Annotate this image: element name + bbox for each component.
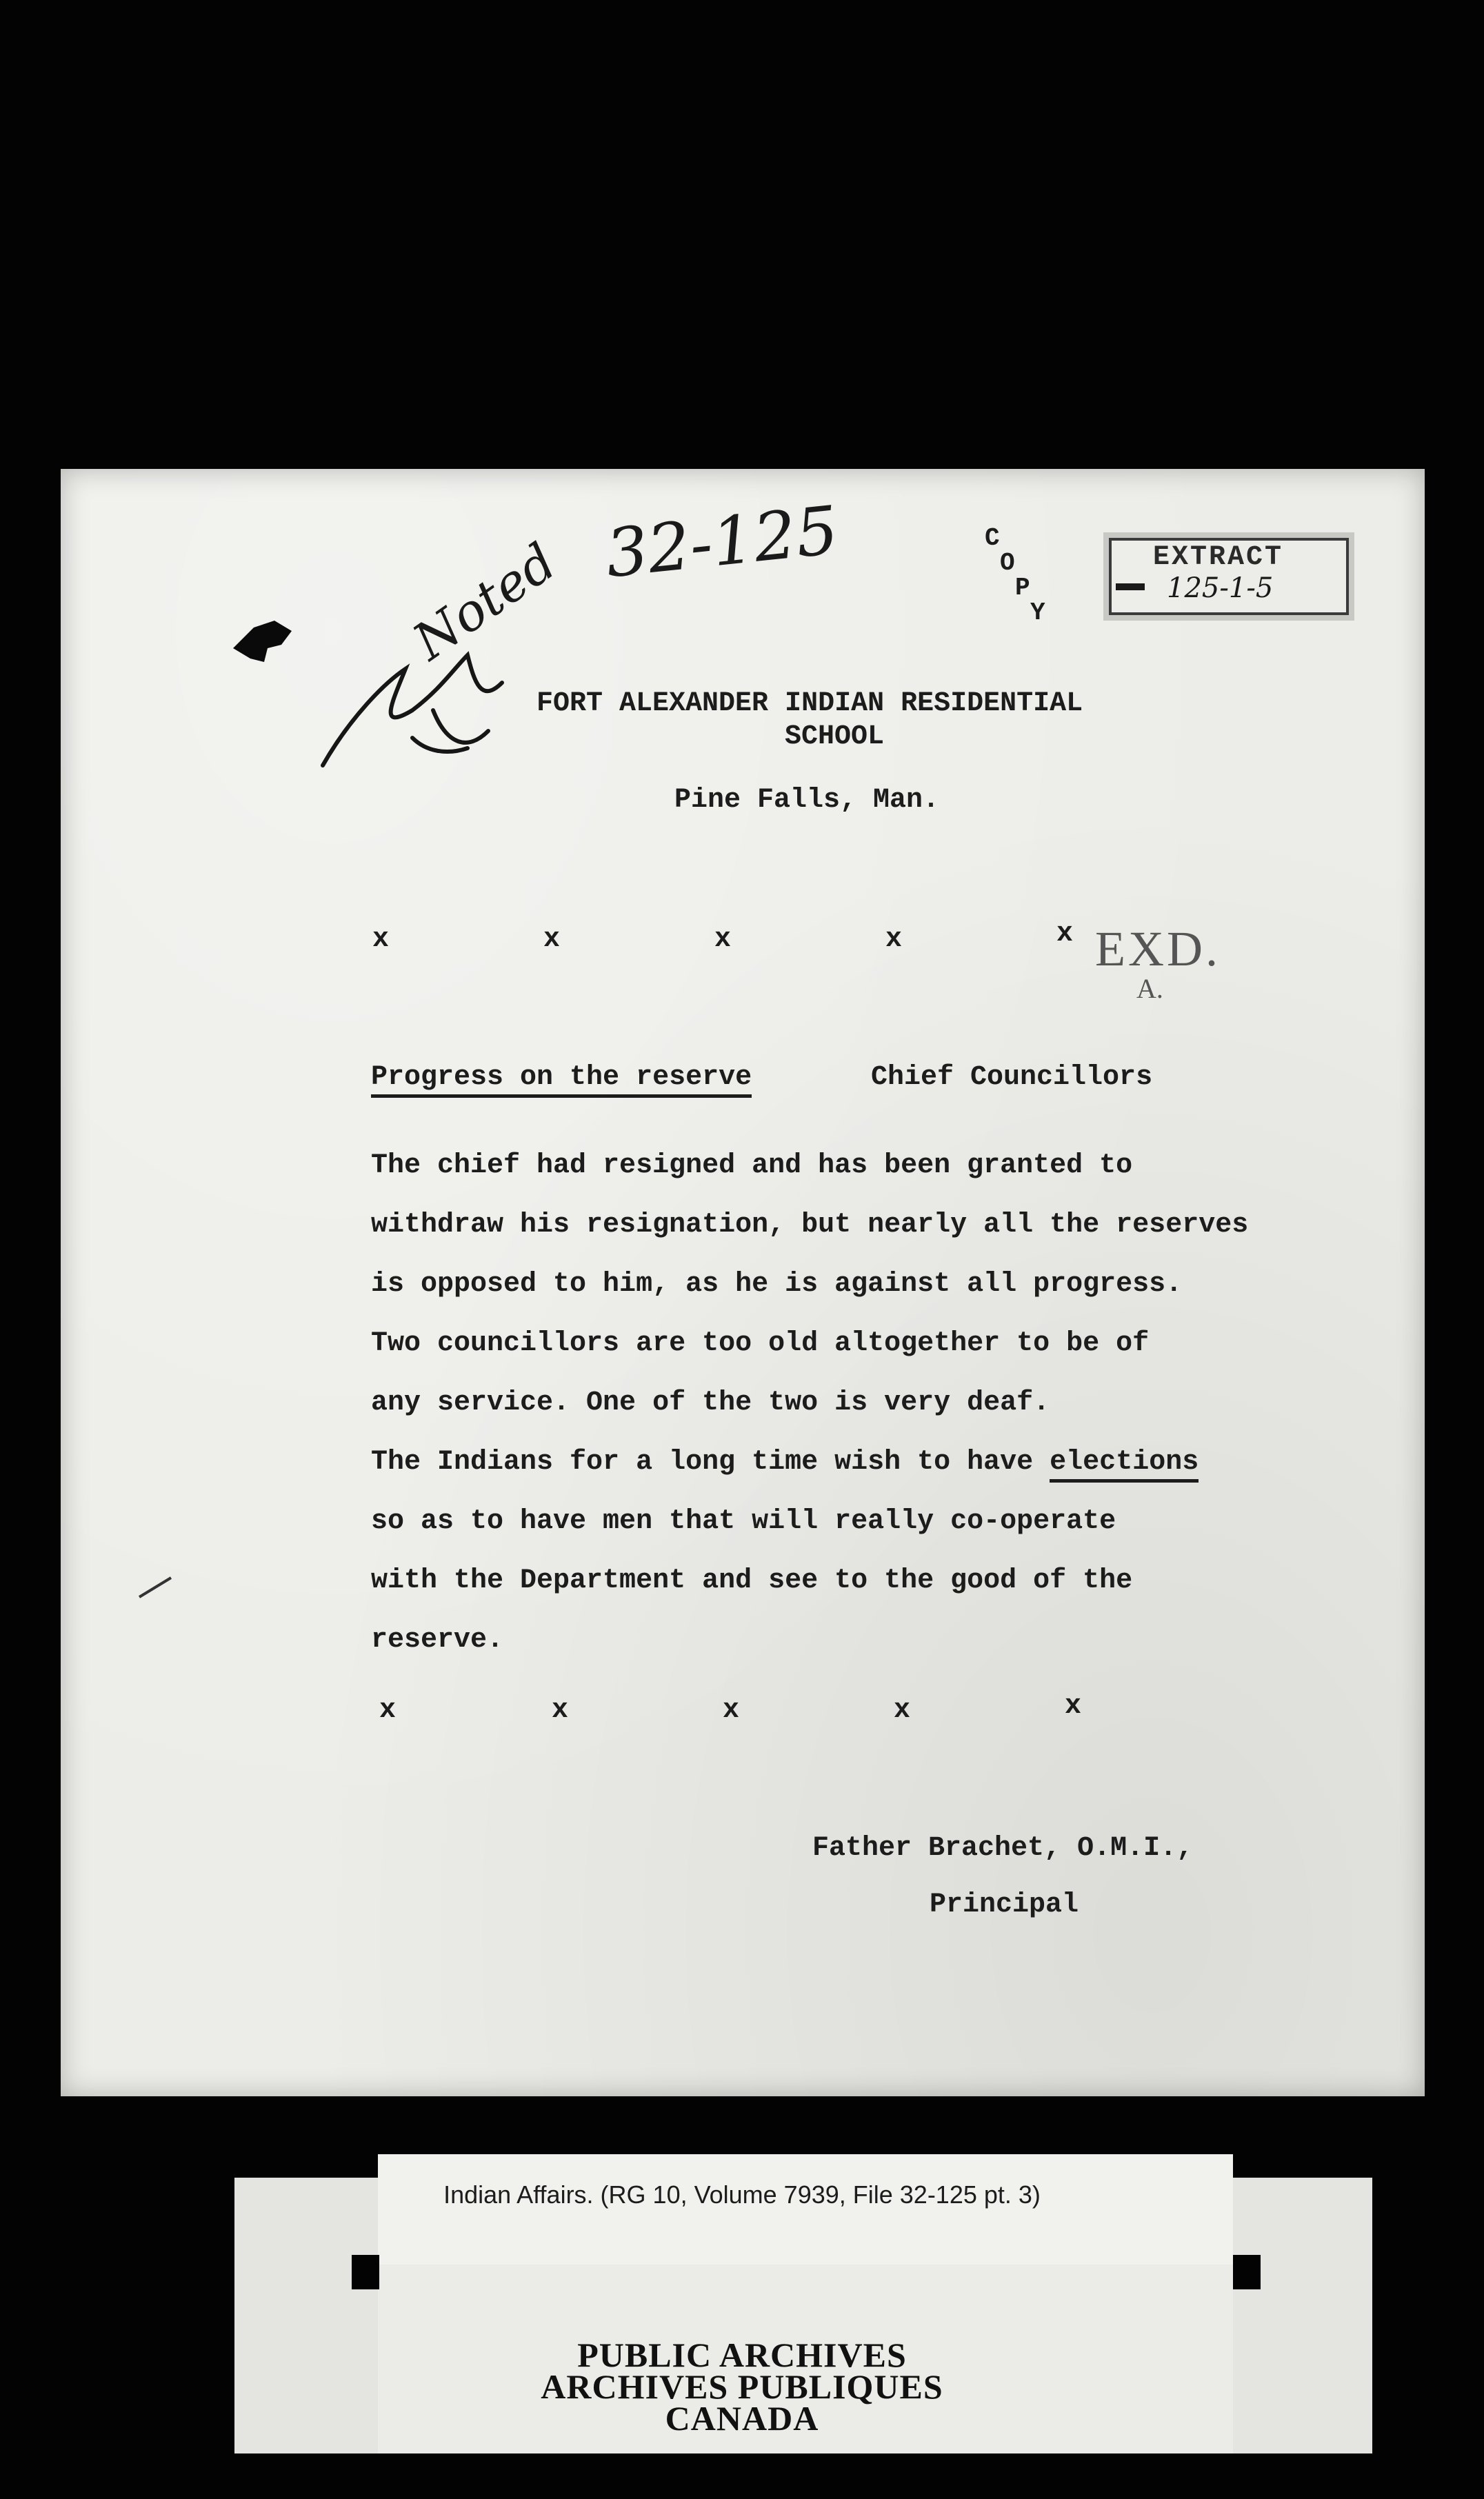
separator-x: x: [714, 924, 732, 955]
archives-line-1: PUBLIC ARCHIVES: [577, 2336, 907, 2374]
stamp-dash: [1116, 583, 1145, 590]
body-line: any service. One of the two is very deaf.: [371, 1387, 1050, 1418]
subject-topic: Chief Councillors: [871, 1062, 1153, 1093]
stray-mark: [137, 1572, 178, 1600]
copy-letter: C: [985, 524, 1000, 552]
body-line: is opposed to him, as he is against all progress.: [371, 1269, 1183, 1300]
subject-heading: Progress on the reserve: [371, 1062, 752, 1098]
header-school-line2: SCHOOL: [785, 721, 885, 752]
exd-sub: A.: [1136, 973, 1163, 1004]
signature-title: Principal: [930, 1889, 1079, 1920]
exd-mark: EXD.: [1095, 921, 1221, 976]
copy-letter: P: [1015, 574, 1030, 602]
separator-x: x: [1056, 919, 1074, 950]
separator-x: x: [379, 1695, 397, 1726]
separator-x: x: [723, 1695, 740, 1726]
label-notch: [352, 2255, 379, 2289]
body-line: so as to have men that will really co-operate: [371, 1506, 1116, 1537]
separator-x: x: [894, 1695, 911, 1726]
archive-reference: Indian Affairs. (RG 10, Volume 7939, File 32-125 pt. 3): [443, 2180, 1041, 2209]
signature-scribble: [309, 607, 530, 786]
subject-line: [371, 1062, 752, 1093]
archives-line-2: ARCHIVES PUBLIQUES: [541, 2367, 943, 2406]
body-line: withdraw his resignation, but nearly all the reserves: [371, 1210, 1249, 1241]
body-line: with the Department and see to the good of the: [371, 1565, 1133, 1596]
stamp-number: 125-1-5: [1167, 572, 1274, 604]
extract-stamp: [1109, 538, 1349, 615]
separator-x: x: [1065, 1691, 1082, 1722]
separator-x: x: [552, 1695, 569, 1726]
header-location: Pine Falls, Man.: [674, 785, 940, 816]
separator-x: x: [543, 924, 561, 955]
body-line: The Indians for a long time wish to have elections: [371, 1447, 1199, 1478]
body-line: Two councillors are too old altogether to be of: [371, 1328, 1150, 1359]
ink-blot: [226, 607, 309, 676]
separator-x: x: [372, 924, 390, 955]
stamp-title: EXTRACT: [1153, 542, 1284, 573]
label-notch: [1233, 2255, 1261, 2289]
archives-line-3: CANADA: [665, 2399, 819, 2438]
archive-label-top: [378, 2154, 1233, 2271]
copy-letter: Y: [1030, 599, 1045, 627]
header-school-name: FORT ALEXANDER INDIAN RESIDENTIAL: [537, 688, 1083, 719]
document-page: [61, 469, 1425, 2096]
handwritten-file-number: 32-125: [602, 491, 842, 593]
separator-x: x: [885, 924, 903, 955]
copy-letter: O: [1000, 549, 1015, 577]
underlined-elections: elections: [1050, 1447, 1199, 1483]
handwritten-noted: Noted: [403, 532, 568, 672]
body-line: The chief had resigned and has been granted to: [371, 1150, 1133, 1181]
body-line: reserve.: [371, 1625, 504, 1656]
signature-name: Father Brachet, O.M.I.,: [812, 1833, 1194, 1864]
